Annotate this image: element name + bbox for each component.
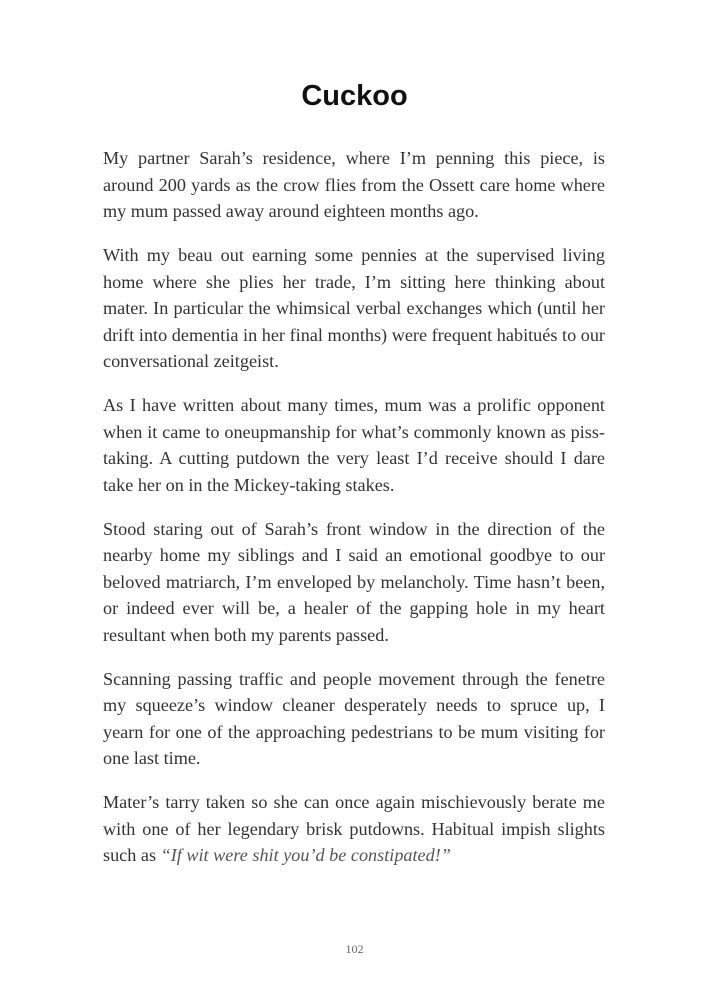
- paragraph: My partner Sarah’s residence, where I’m penning this piece, is around 200 yards as the crow flies from the Ossett care home where my mum passed away around eighteen months ago.: [103, 148, 605, 221]
- paragraph: Stood staring out of Sarah’s front window in the direction of the nearby home my siblings and I said an emotional goodbye to our beloved matriarch, I’m enveloped by melancholy. Time hasn’t been, or indeed ever will be, a healer of the gapping hole in my heart resultant when both my parents passed.: [103, 518, 605, 645]
- paragraph: With my beau out earning some pennies at the supervised living home where she plies her trade, I’m sitting here thinking about mater. In particular the whimsical verbal exchanges which (until her drift into dementia in her final months) were frequent habitués to our conversational zeitgeist.: [103, 245, 605, 371]
- chapter-title: Cuckoo: [301, 80, 408, 112]
- quote: “If wit were shit you’d be constipated!”: [160, 845, 451, 865]
- paragraph: As I have written about many times, mum was a prolific opponent when it came to oneupmanship for what’s commonly known as piss-taking. A cutting putdown the very least I’d receive should I dare take her on in the Mickey-taking stakes.: [103, 395, 605, 495]
- paragraph: [103, 789, 605, 869]
- page-number: 102: [345, 942, 364, 956]
- paragraph: Scanning passing traffic and people movement through the fenetre my squeeze’s window cleaner desperately needs to spruce up, I yearn for one of the approaching pedestrians to be mum visiting for one last time.: [103, 668, 605, 768]
- paragraph-text: Mater’s tarry taken so she can once again mischievously berate me with one of her legendary brisk putdowns. Habitual impish slights such as: [103, 792, 605, 865]
- chapter-body: [103, 145, 605, 886]
